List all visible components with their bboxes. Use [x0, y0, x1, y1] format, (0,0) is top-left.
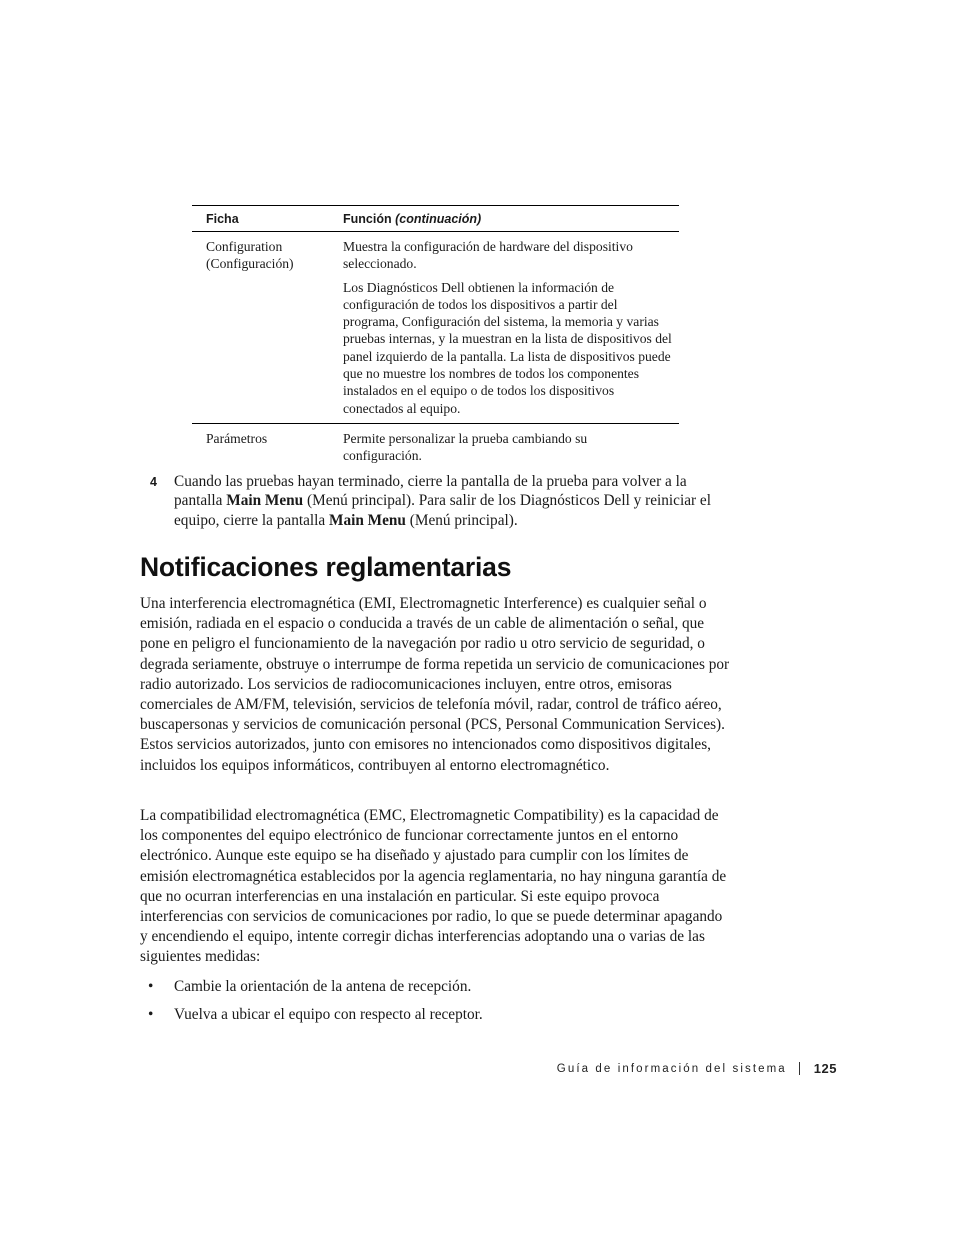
- function-paragraph: Permite personalizar la prueba cambiando su configuración.: [343, 430, 588, 464]
- main-menu-term: Main Menu: [329, 511, 406, 529]
- step-text-b: (Menú principal). Para salir de los Diagnósticos Dell y reiniciar el equipo, cierre la pantalla: [174, 492, 711, 529]
- list-item: [148, 1005, 728, 1025]
- bullet-icon: •: [148, 1006, 154, 1023]
- function-paragraph: Muestra la configuración de hardware del dispositivo seleccionado.: [343, 239, 633, 272]
- list-item: [148, 977, 728, 997]
- step-text-a: Cuando las pruebas hayan terminado, cierre la pantalla de la prueba para volver a la pantalla: [174, 473, 687, 510]
- table-header: [192, 206, 679, 232]
- table-row: [192, 423, 679, 471]
- function-paragraph: Los Diagnósticos Dell obtienen la información de configuración de todos los dispositivos a partir del programa, Configuración del sistema, la memoria y varias pruebas internas, y la muestran en la lista de dispositivos del panel izquierdo de la pantalla. La lista de dispositivos puede que no muestre los nombres de todos los componentes instalados en el equipo o de todos los dispositivos conectados al equipo.: [343, 279, 672, 416]
- step-text: [174, 472, 730, 530]
- row-tab-name: [192, 430, 343, 465]
- row-tab-label: Configuration (Configuración): [206, 239, 294, 272]
- list-item-text: Cambie la orientación de la antena de recepción.: [174, 978, 472, 995]
- header-function: [343, 212, 679, 226]
- page-number: 125: [813, 1061, 837, 1076]
- table-row: [192, 232, 679, 423]
- emc-paragraph: La compatibilidad electromagnética (EMC, Electromagnetic Compatibility) es la capacidad de los componentes del equipo electrónico de funcionar correctamente juntos en el entorno electrónico. Aunque este equipo se ha diseñado y ajustado para cumplir con los límites de emisión electromagnética establecidos por la agencia reglamentaria, no hay ninguna garantía de que no ocurran interferencias en una instalación en particular. Si este equipo provoca interferencias con servicios de comunicaciones por radio, lo que se puede determinar apagando y encendiendo el equipo, intente corregir dichas interferencias adoptando una o varias de las siguientes medidas:: [140, 807, 727, 966]
- emi-paragraph: Una interferencia electromagnética (EMI, Electromagnetic Interference) es cualquier señal o emisión, radiada en el espacio o conducida a través de un cable de alimentación o señal, que pone en peligro el funcionamiento de la navegación por radio u otro servicio de seguridad, o degrada seriamente, obstruye o interrumpe de forma repetida un servicio de comunicaciones por radio autorizado. Los servicios de radiocomunicaciones incluyen, entre otros, emisoras comerciales de AM/FM, televisión, servicios de telefonía móvil, radar, control de tráfico aéreo, buscapersonas y servicios de comunicación personal (PCS, Personal Communication Services). Estos servicios autorizados, junto con emisores no intencionados como dispositivos digitales, incluidos los equipos informáticos, contribuyen al entorno electromagnético.: [140, 595, 730, 774]
- section-heading: Notificaciones reglamentarias: [140, 552, 512, 582]
- header-continuation: (continuación): [395, 211, 482, 226]
- row-tab-name: [192, 238, 343, 417]
- row-function: [343, 430, 679, 465]
- row-function: [343, 238, 679, 417]
- list-item-text: Vuelva a ubicar el equipo con respecto al receptor.: [174, 1006, 483, 1023]
- row-tab-label: Parámetros: [206, 430, 268, 446]
- page-footer: [557, 1061, 837, 1076]
- footer-separator: [799, 1062, 800, 1075]
- step-text-c: (Menú principal).: [405, 511, 518, 529]
- main-menu-term: Main Menu: [226, 492, 304, 510]
- step-number: 4: [150, 475, 157, 489]
- header-function-label: Función: [343, 211, 392, 226]
- footer-title: Guía de información del sistema: [556, 1062, 787, 1075]
- header-tab: Ficha: [206, 211, 239, 226]
- bullet-icon: •: [148, 978, 154, 995]
- tab-function-table: [192, 205, 679, 471]
- step-item: [150, 472, 730, 530]
